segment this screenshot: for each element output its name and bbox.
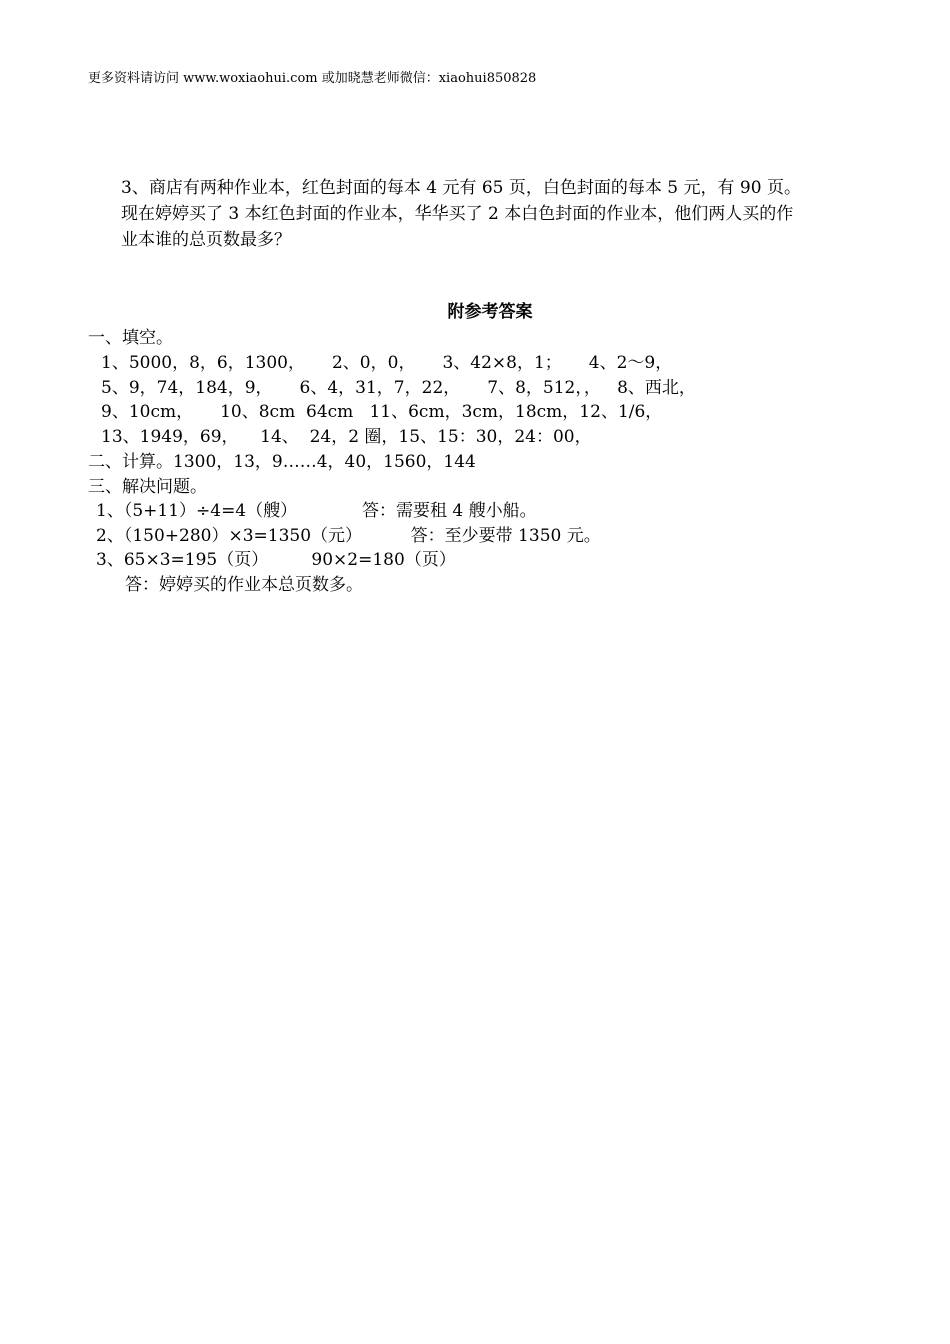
fill-answer-line: 5、9，74，184，9， 6、4，31，7，22， 7、8，512，， 8、西北，	[101, 378, 696, 398]
section-3-heading: 三、解决问题。	[88, 477, 207, 497]
final-answer: 答：婷婷买的作业本总页数多。	[125, 575, 363, 595]
answers-title: 附参考答案	[447, 302, 533, 322]
header-text: 更多资料请访问 www.woxiaohui.com 或加晓慧老师微信：xiaohui850828	[88, 71, 537, 86]
problem-line: 业本谁的总页数最多？	[121, 230, 291, 250]
solve-answer-line: 2、（150+280）×3=1350（元） 答：至少要带 1350 元。	[96, 526, 601, 546]
fill-answer-line: 1、5000，8，6，1300， 2、0，0， 3、42×8，1； 4、2～9，	[101, 353, 673, 373]
problem-line: 3、商店有两种作业本，红色封面的每本 4 元有 65 页，白色封面的每本 5 元，有 90 页。	[121, 178, 801, 198]
fill-answer-line: 9、10cm， 10、8cm 64cm 11、6cm，3cm，18cm，12、1/6，	[101, 402, 663, 422]
solve-answer-line: 3、65×3=195（页） 90×2=180（页）	[96, 550, 456, 570]
section-1-heading: 一、填空。	[88, 328, 173, 348]
problem-3	[121, 175, 881, 253]
problem-line: 现在婷婷买了 3 本红色封面的作业本，华华买了 2 本白色封面的作业本，他们两人买的作	[121, 204, 794, 224]
fill-answer-line: 13、1949，69， 14、 24，2 圈，15、15：30，24：00，	[101, 427, 592, 447]
solve-answer-line: 1、（5+11）÷4=4（艘） 答：需要租 4 艘小船。	[96, 501, 537, 521]
section-2-calculation: 二、计算。1300，13，9……4，40，1560，144	[88, 452, 476, 472]
